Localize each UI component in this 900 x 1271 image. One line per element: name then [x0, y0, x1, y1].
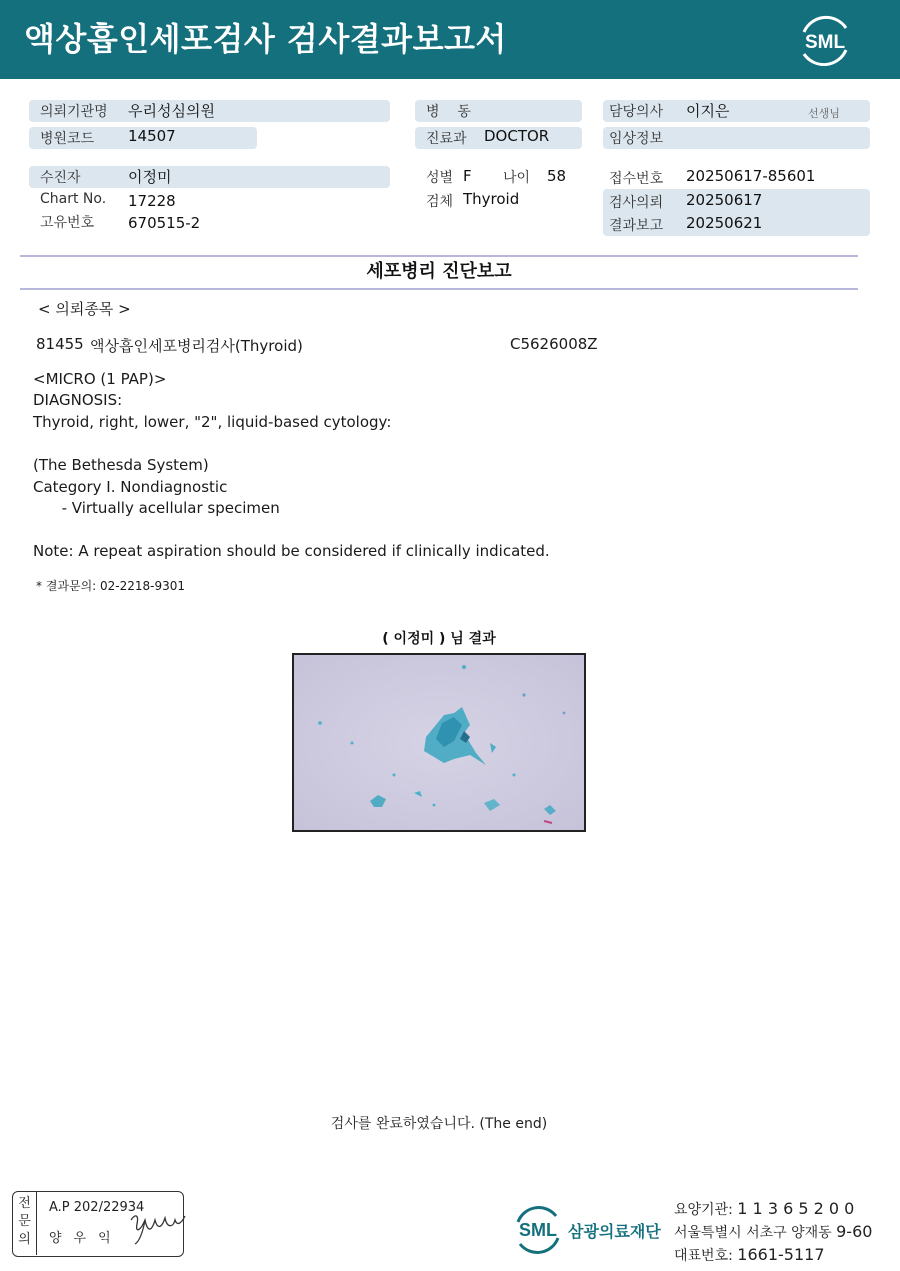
section-rule-bottom	[20, 288, 858, 290]
specimen-label: 검체	[426, 194, 454, 210]
end-message: 검사를 완료하였습니다. (The end)	[330, 1116, 548, 1132]
test-code: 81455	[36, 335, 84, 353]
patient-row	[29, 166, 390, 188]
report-title: 액상흡인세포검사 검사결과보고서	[24, 20, 507, 58]
care-code-line: 요양기관: 1 1 3 6 5 2 0 0	[674, 1199, 855, 1218]
patient-label: 수진자	[40, 170, 81, 186]
footer-sml-logo-icon	[512, 1200, 564, 1256]
care-code: 1 1 3 6 5 2 0 0	[737, 1199, 855, 1218]
sml-logo-icon	[796, 12, 854, 66]
license-number: A.P 202/22934	[49, 1200, 145, 1215]
phone-number: 1661-5117	[737, 1245, 825, 1264]
micro-line: <MICRO (1 PAP)>	[33, 370, 167, 388]
doctor-value: 이지은	[686, 102, 730, 120]
report-header	[0, 0, 900, 79]
specialist-signature-box	[12, 1191, 184, 1257]
diagnosis-heading: DIAGNOSIS:	[33, 391, 123, 409]
age-value: 58	[547, 167, 567, 185]
sex-label: 성별	[426, 170, 454, 186]
chart-no-label: Chart No.	[40, 191, 107, 207]
sex-value: F	[463, 167, 472, 185]
unique-no-label: 고유번호	[40, 215, 95, 231]
patient-value: 이정미	[128, 168, 172, 186]
hospital-code-label: 병원코드	[40, 131, 95, 147]
chart-no-value: 17228	[128, 192, 176, 210]
diagnosis-site: Thyroid, right, lower, "2", liquid-based cytology:	[33, 413, 392, 431]
inquiry-phone: * 결과문의: 02-2218-9301	[36, 579, 186, 593]
unique-no-value: 670515-2	[128, 214, 201, 232]
report-date-label: 결과보고	[609, 218, 664, 234]
clinical-info-label: 임상정보	[609, 131, 664, 147]
institution-value: 우리성심의원	[128, 102, 215, 120]
specimen-value: Thyroid	[463, 190, 520, 208]
doctor-suffix: 선생님	[808, 107, 840, 120]
department-label: 진료과	[426, 131, 467, 147]
category-line: Category I. Nondiagnostic	[33, 478, 228, 496]
address-line: 서울특별시 서초구 양재동 9-60	[674, 1222, 873, 1241]
repeat-note: Note: A repeat aspiration should be considered if clinically indicated.	[33, 542, 550, 560]
request-items-heading: < 의뢰종목 >	[38, 300, 131, 318]
bethesda-system: (The Bethesda System)	[33, 456, 209, 474]
sml-logo-text: SML	[804, 32, 846, 53]
specialist-name: 양우익	[49, 1231, 123, 1246]
footer-org-name: 삼광의료재단	[568, 1222, 661, 1241]
cytology-image	[292, 653, 586, 832]
test-id: C5626008Z	[510, 335, 598, 353]
specimen-note: - Virtually acellular specimen	[33, 499, 280, 517]
ward-label: 병 동	[426, 104, 471, 120]
test-name: 액상흡인세포병리검사(Thyroid)	[90, 337, 303, 355]
report-date-value: 20250621	[686, 214, 763, 232]
address-number: 9-60	[836, 1222, 873, 1241]
receipt-no-value: 20250617-85601	[686, 167, 816, 185]
image-caption: ( 이정미 ) 님 결과	[382, 631, 496, 647]
receipt-no-label: 접수번호	[609, 171, 664, 187]
specialist-label: 전 문 의	[13, 1192, 37, 1255]
department-value: DOCTOR	[484, 127, 550, 145]
hospital-code-value: 14507	[128, 127, 176, 145]
section-title: 세포병리 진단보고	[366, 261, 512, 282]
age-label: 나이	[503, 170, 531, 186]
institution-label: 의뢰기관명	[40, 104, 108, 120]
doctor-label: 담당의사	[609, 104, 664, 120]
request-date-value: 20250617	[686, 191, 763, 209]
phone-line: 대표번호: 1661-5117	[674, 1245, 825, 1264]
request-date-label: 검사의뢰	[609, 195, 664, 211]
handwritten-signature-icon	[127, 1206, 189, 1246]
footer-logo-text: SML	[519, 1220, 557, 1240]
